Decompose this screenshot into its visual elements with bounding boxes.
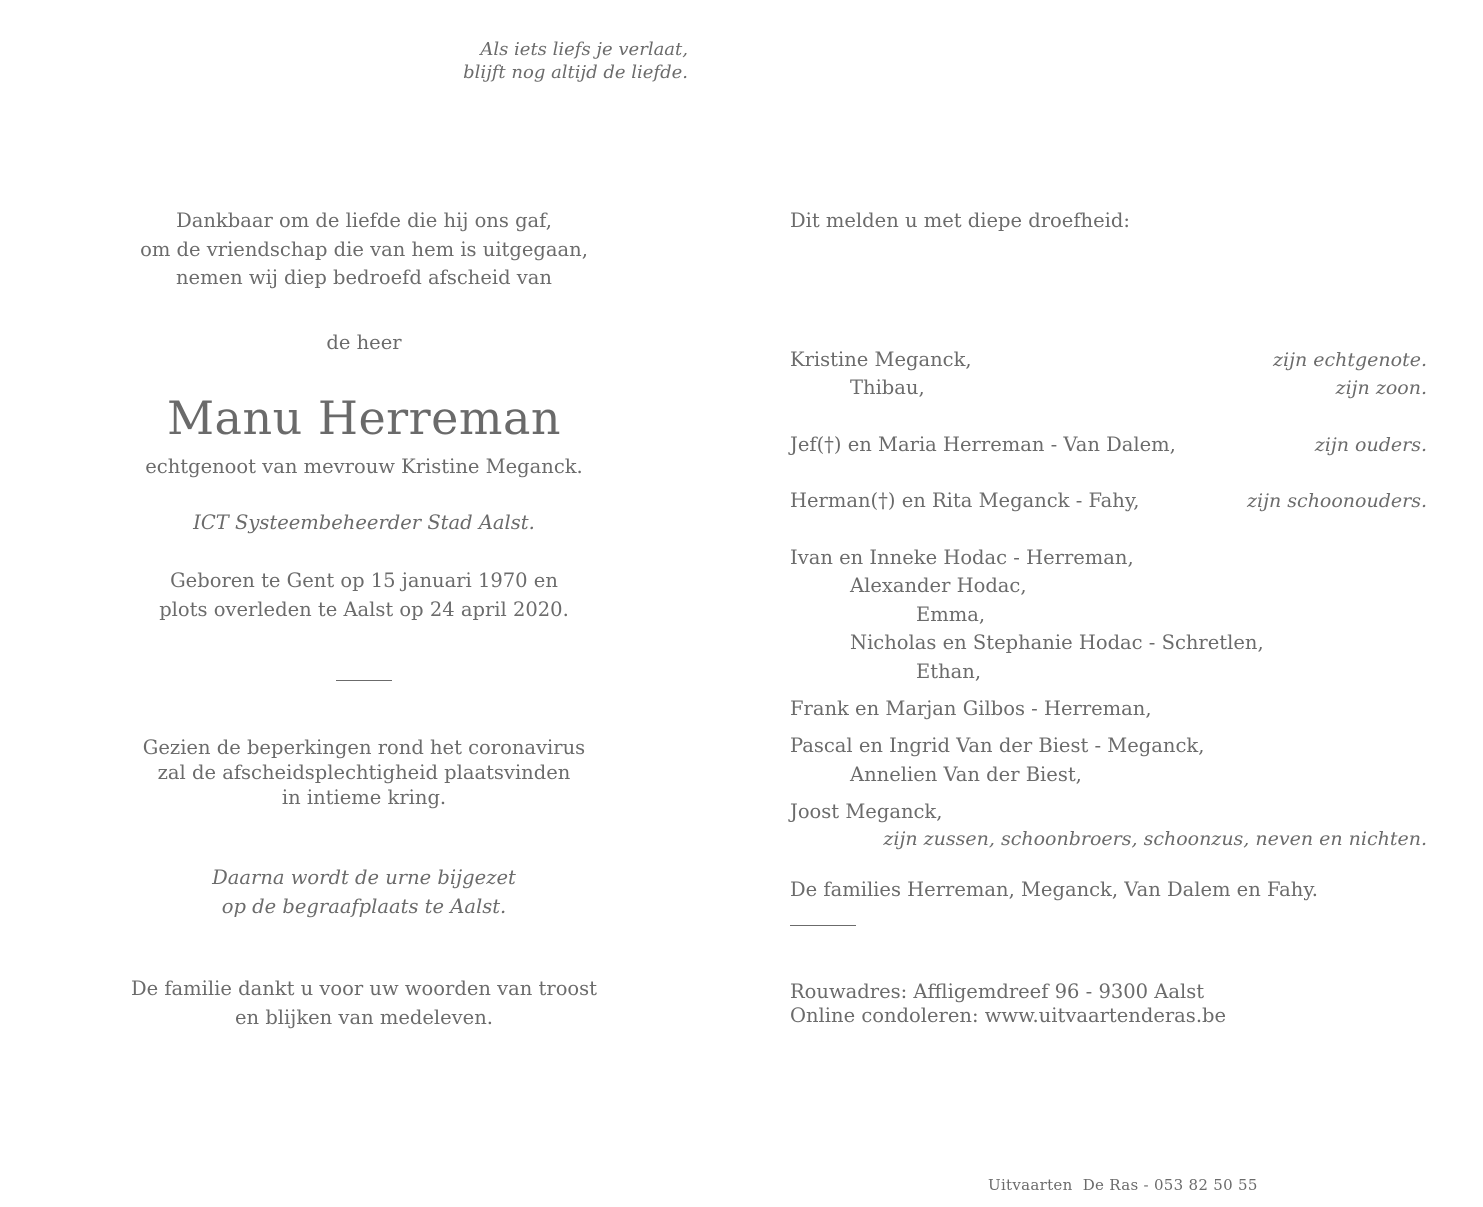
mourner-ivan: Ivan en Inneke Hodac - Herreman, [790,546,1134,569]
mourner-inlaws: Herman(†) en Rita Meganck - Fahy, [790,489,1140,512]
spouse-line: echtgenoot van mevrouw Kristine Meganck. [145,455,583,478]
thanks-line: en blijken van medeleven. [235,1006,493,1029]
quote-line: blijft nog altijd de liefde. [463,62,688,83]
death-line: plots overleden te Aalst op 24 april 2020. [159,597,569,621]
urn-notice [104,864,624,921]
intro-line: om de vriendschap die van hem is uitgegaan, [140,237,588,261]
mourner-joost: Joost Meganck, [790,800,943,823]
relation-parents: zijn ouders. [1314,434,1427,456]
funeral-home-footer: Uitvaarten De Ras - 053 82 50 55 [988,1176,1258,1194]
mourner-frank: Frank en Marjan Gilbos - Herreman, [790,697,1152,720]
corona-line: in intieme kring. [281,786,447,809]
occupation: ICT Systeembeheerder Stad Aalst. [193,511,535,534]
corona-line: Gezien de beperkingen rond het coronavirus [142,736,586,759]
announcement: Dit melden u met diepe droefheid: [790,209,1130,232]
relation-inlaws: zijn schoonouders. [1247,490,1427,512]
mourner-pascal: Pascal en Ingrid Van der Biest - Meganck, [790,734,1205,757]
mourner-families: De families Herreman, Meganck, Van Dalem en Fahy. [790,878,1318,901]
mourner-son: Thibau, [850,376,925,399]
relation-spouse: zijn echtgenote. [1272,349,1427,371]
intro-text [104,207,624,293]
condolence-online: Online condoleren: www.uitvaartenderas.be [790,1004,1227,1027]
relation-son: zijn zoon. [1335,377,1427,399]
mourner-annelien: Annelien Van der Biest, [850,763,1082,786]
corona-notice [104,735,624,810]
quote-line: Als iets liefs je verlaat, [480,39,688,60]
family-thanks [104,974,624,1032]
mourner-ethan: Ethan, [916,660,982,683]
intro-line: Dankbaar om de liefde die hij ons gaf, [176,209,552,232]
urn-line: Daarna wordt de urne bijgezet [212,866,516,889]
corona-line: zal de afscheidsplechtigheid plaatsvinden [157,761,571,784]
salutation: de heer [326,331,402,354]
deceased-name: Manu Herreman [166,391,562,445]
divider [336,680,392,681]
mourner-spouse: Kristine Meganck, [790,348,972,371]
intro-line: nemen wij diep bedroefd afscheid van [176,266,552,289]
urn-line: op de begraafplaats te Aalst. [221,894,507,918]
birth-line: Geboren te Gent op 15 januari 1970 en [170,569,558,592]
divider [790,925,856,926]
opening-quote [380,38,688,84]
mourner-parents: Jef(†) en Maria Herreman - Van Dalem, [790,433,1176,456]
mourner-nicholas: Nicholas en Stephanie Hodac - Schretlen, [850,631,1264,654]
relation-siblings: zijn zussen, schoonbroers, schoonzus, neven en nichten. [883,828,1427,850]
mourner-emma: Emma, [916,603,986,626]
condolence-address: Rouwadres: Affligemdreef 96 - 9300 Aalst [790,980,1205,1003]
thanks-line: De familie dankt u voor uw woorden van troost [130,977,598,1000]
mourner-alexander: Alexander Hodac, [850,574,1027,597]
birth-death-dates [104,567,624,624]
